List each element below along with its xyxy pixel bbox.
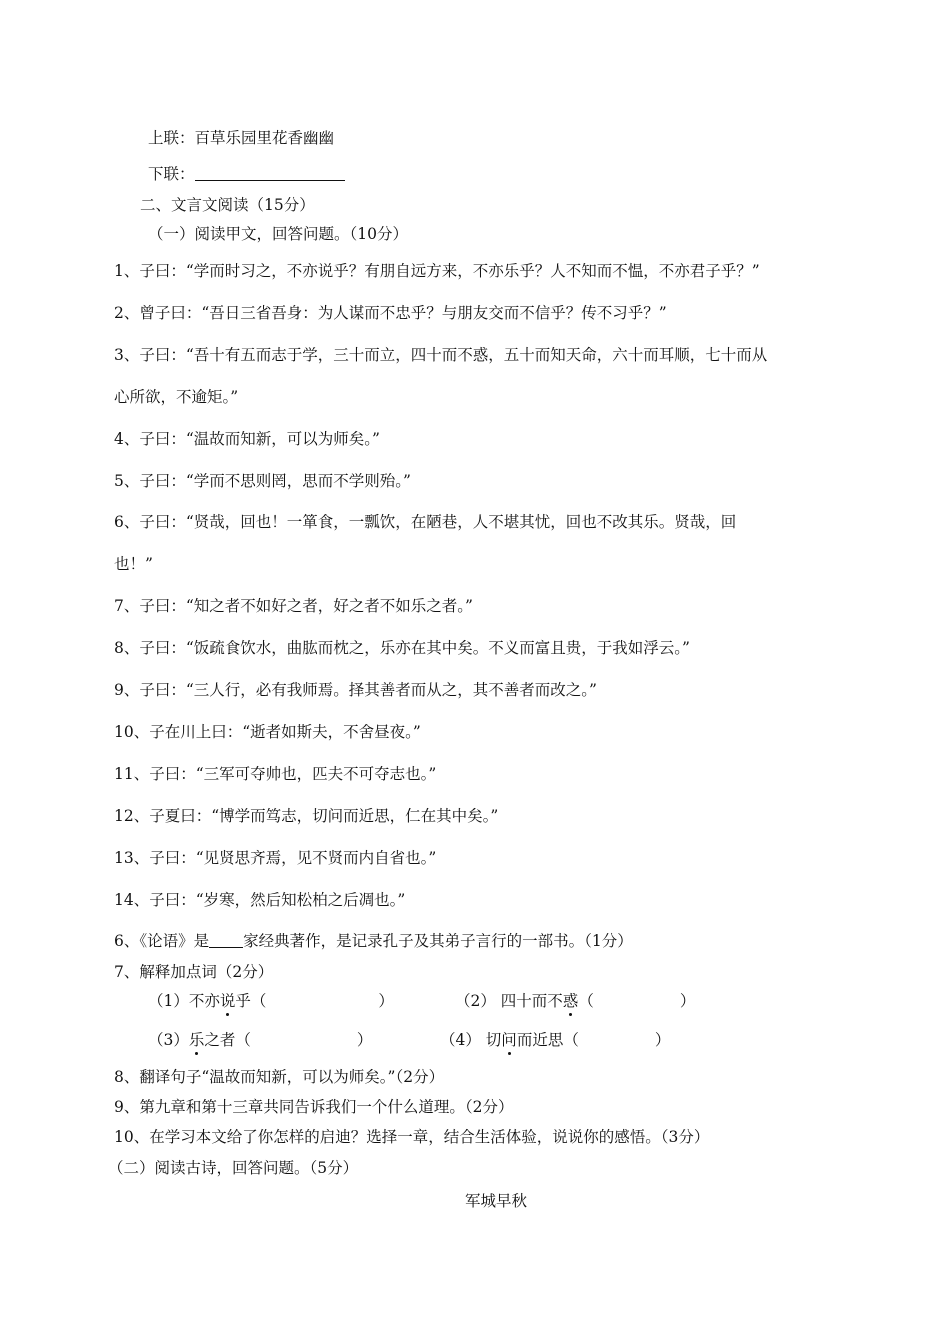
q7-item-prefix: （3） xyxy=(148,1031,189,1049)
q7-item-paren-open: 而近思（ xyxy=(516,1031,579,1049)
question-6-end: 家经典著作，是记录孔子及其弟子言行的一部书。（1分） xyxy=(243,932,633,950)
passage-line: 11、子曰：“三军可夺帅也，匹夫不可夺志也。” xyxy=(114,765,437,783)
couplet-lower xyxy=(148,164,345,184)
part1-title: （一）阅读甲文，回答问题。（10分） xyxy=(148,225,408,243)
question-7-item-4 xyxy=(440,1030,670,1050)
passage-line: 1、子曰：“学而时习之，不亦说乎？有朋自远方来，不亦乐乎？人不知而不愠，不亦君子乎？” xyxy=(114,262,760,280)
passage-line: 10、子在川上曰：“逝者如斯夫，不舍昼夜。” xyxy=(114,723,421,741)
passage-line: 6、子曰：“贤哉，回也！一箪食，一瓢饮，在陋巷，人不堪其忧，回也不改其乐。贤哉，回 xyxy=(114,513,737,531)
question-7-title: 7、解释加点词（2分） xyxy=(114,963,274,981)
passage-line: 12、子夏曰：“博学而笃志，切问而近思，仁在其中矣。” xyxy=(114,807,499,825)
q7-item-paren-close: ） xyxy=(378,992,394,1010)
passage-line: 9、子曰：“三人行，必有我师焉。择其善者而从之，其不善者而改之。” xyxy=(114,681,597,699)
passage-line: 3、子曰：“吾十有五而志于学，三十而立，四十而不惑，五十而知天命，六十而耳顺，七十而从 xyxy=(114,346,768,364)
dotted-word: 说 xyxy=(219,992,236,1010)
question-6-start: 6、《论语》是 xyxy=(114,932,210,950)
q7-item-paren-open: 乎（ xyxy=(235,992,267,1010)
dotted-word: 问 xyxy=(501,1031,517,1049)
passage-line: 8、子曰：“饭疏食饮水，曲肱而枕之，乐亦在其中矣。不义而富且贵，于我如浮云。” xyxy=(114,639,690,657)
couplet-lower-label: 下联： xyxy=(148,165,195,183)
poem-title: 军城早秋 xyxy=(465,1192,528,1210)
question-6 xyxy=(114,931,633,951)
passage-line: 也！” xyxy=(114,555,153,573)
q7-item-prefix: （2） 四十而不 xyxy=(455,992,563,1010)
couplet-upper: 上联：百草乐园里花香幽幽 xyxy=(148,129,335,147)
question-7-item-2 xyxy=(455,991,695,1011)
q7-item-prefix: （4） 切 xyxy=(440,1031,502,1049)
question-9: 9、第九章和第十三章共同告诉我们一个什么道理。（2分） xyxy=(114,1098,514,1116)
question-10: 10、在学习本文给了你怎样的启迪？选择一章，结合生活体验，说说你的感悟。（3分） xyxy=(114,1128,710,1146)
dotted-word: 惑 xyxy=(562,992,579,1010)
passage-line: 5、子曰：“学而不思则罔，思而不学则殆。” xyxy=(114,472,411,490)
q7-item-paren-open: 之者（ xyxy=(204,1031,251,1049)
dotted-word: 乐 xyxy=(188,1031,205,1049)
question-8: 8、翻译句子“温故而知新，可以为师矣。”（2分） xyxy=(114,1068,445,1086)
passage-line: 2、曾子曰：“吾日三省吾身：为人谋而不忠乎？与朋友交而不信乎？传不习乎？” xyxy=(114,304,667,322)
passage-line: 心所欲，不逾矩。” xyxy=(114,388,239,406)
section2-title: 二、文言文阅读（15分） xyxy=(140,196,315,214)
q7-item-paren-close: ） xyxy=(654,1031,671,1049)
passage-line: 7、子曰：“知之者不如好之者，好之者不如乐之者。” xyxy=(114,597,473,615)
q7-item-paren-open: （ xyxy=(578,992,594,1010)
passage-line: 13、子曰：“见贤思齐焉，见不贤而内自省也。” xyxy=(114,849,437,867)
q7-item-prefix: （1）不亦 xyxy=(148,992,220,1010)
question-6-blank[interactable] xyxy=(209,932,243,948)
q7-item-paren-close: ） xyxy=(356,1031,373,1049)
passage-line: 4、子曰：“温故而知新，可以为师矣。” xyxy=(114,430,380,448)
couplet-lower-blank[interactable] xyxy=(195,164,345,181)
part2-title: （二）阅读古诗，回答问题。（5分） xyxy=(108,1159,359,1177)
passage-line: 14、子曰：“岁寒，然后知松柏之后凋也。” xyxy=(114,891,406,909)
question-7-item-3 xyxy=(148,1030,372,1050)
q7-item-paren-close: ） xyxy=(679,992,696,1010)
question-7-item-1 xyxy=(148,991,394,1011)
